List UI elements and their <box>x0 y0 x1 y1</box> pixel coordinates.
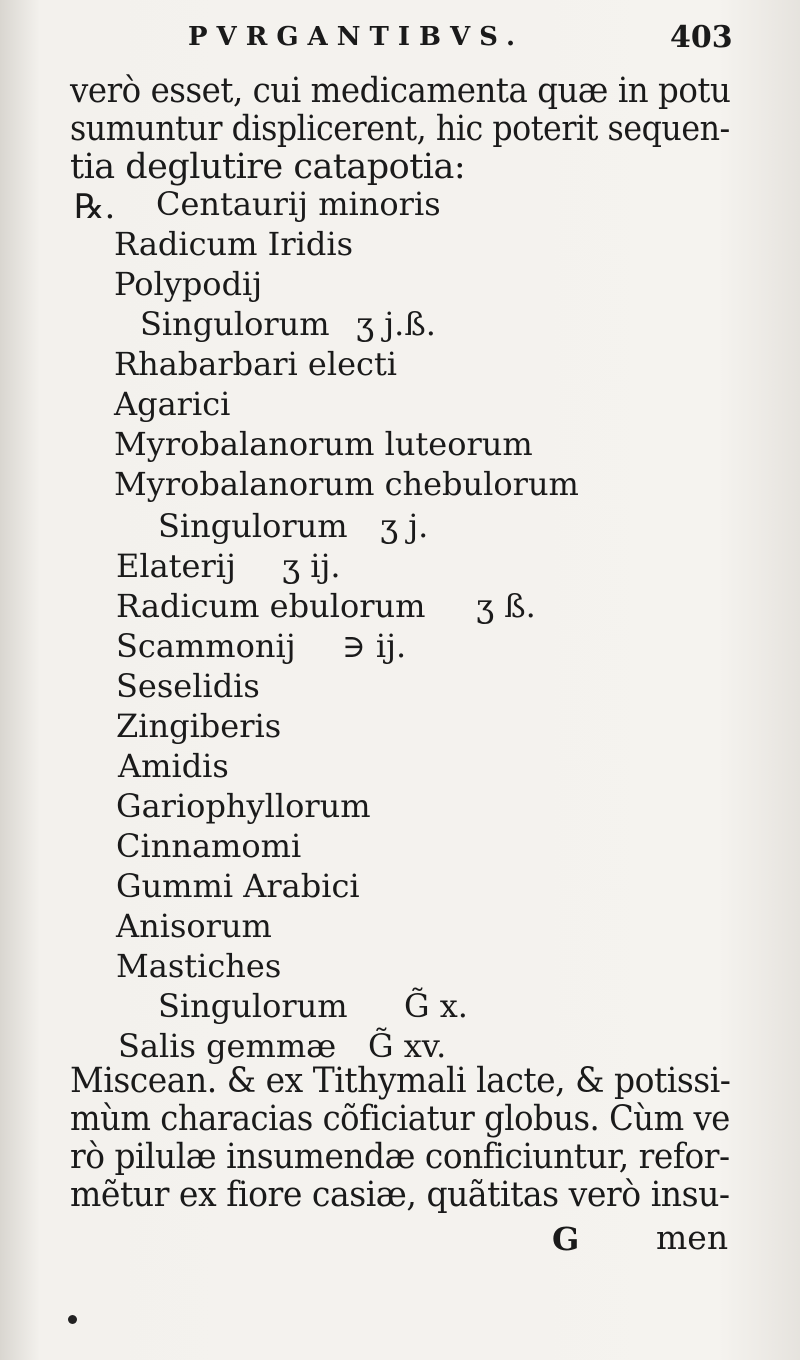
ingredient-quantity: ʒ j. <box>380 507 429 545</box>
ingredient-name: Myrobalanorum chebulorum <box>114 465 579 503</box>
ingredient-name: Gariophyllorum <box>116 787 371 825</box>
ingredient-name: Radicum Iridis <box>114 225 353 263</box>
ingredient-name: Singulorum <box>158 987 348 1025</box>
text-line: rò pilulæ insumendæ conficiuntur, refor- <box>70 1137 730 1177</box>
text-line: mùm characias cõficiatur globus. Cùm ve <box>70 1099 730 1139</box>
running-head: PVRGANTIBVS. <box>188 22 525 52</box>
ingredient-name: Elaterij <box>116 547 236 585</box>
ingredient-quantity: ∋ ij. <box>342 627 407 665</box>
ingredient-name: Cinnamomi <box>116 827 302 865</box>
ingredient-name: Anisorum <box>116 907 272 945</box>
catchword: men <box>656 1218 729 1257</box>
ingredient-quantity: G̃ x. <box>404 987 468 1025</box>
ingredient-name: Amidis <box>118 747 229 785</box>
ingredient-name: Singulorum <box>158 507 348 545</box>
ingredient-name: Radicum ebulorum <box>116 587 426 625</box>
ingredient-name: Agarici <box>114 385 231 423</box>
text-line: verò esset, cui medicamenta quæ in potu <box>70 71 731 111</box>
text-line: Miscean. & ex Tithymali lacte, & potissi- <box>70 1061 731 1101</box>
recipe-mark: ℞. <box>74 187 116 227</box>
ingredient-quantity: G̃ xv. <box>368 1027 447 1065</box>
ingredient-quantity: ʒ ij. <box>282 547 341 585</box>
ingredient-name: Singulorum <box>140 305 330 343</box>
ingredient-name: Myrobalanorum luteorum <box>114 425 533 463</box>
text-line: tia deglutire catapotia: <box>70 147 466 187</box>
ingredient-name: Salis gemmæ <box>118 1027 337 1065</box>
text-line: sumuntur displicerent, hic poterit sequen- <box>70 109 730 149</box>
ingredient-name: Gummi Arabici <box>116 867 360 905</box>
page-number: 403 <box>670 20 733 55</box>
ink-spot <box>68 1315 77 1324</box>
ingredient-name: Seselidis <box>116 667 260 705</box>
ingredient-name: Centaurij minoris <box>156 185 441 223</box>
ingredient-name: Rhabarbari electi <box>114 345 398 383</box>
page-header <box>0 14 800 60</box>
signature-mark: G <box>552 1220 580 1258</box>
ingredient-name: Scammonij <box>116 627 296 665</box>
ingredient-name: Mastiches <box>116 947 282 985</box>
text-line: mẽtur ex fiore casiæ, quãtitas verò insu- <box>70 1175 730 1215</box>
ingredient-name: Zingiberis <box>116 707 282 745</box>
ingredient-quantity: ʒ ß. <box>476 587 536 625</box>
ingredient-quantity: ʒ j.ß. <box>356 305 436 343</box>
ingredient-name: Polypodij <box>114 265 263 303</box>
